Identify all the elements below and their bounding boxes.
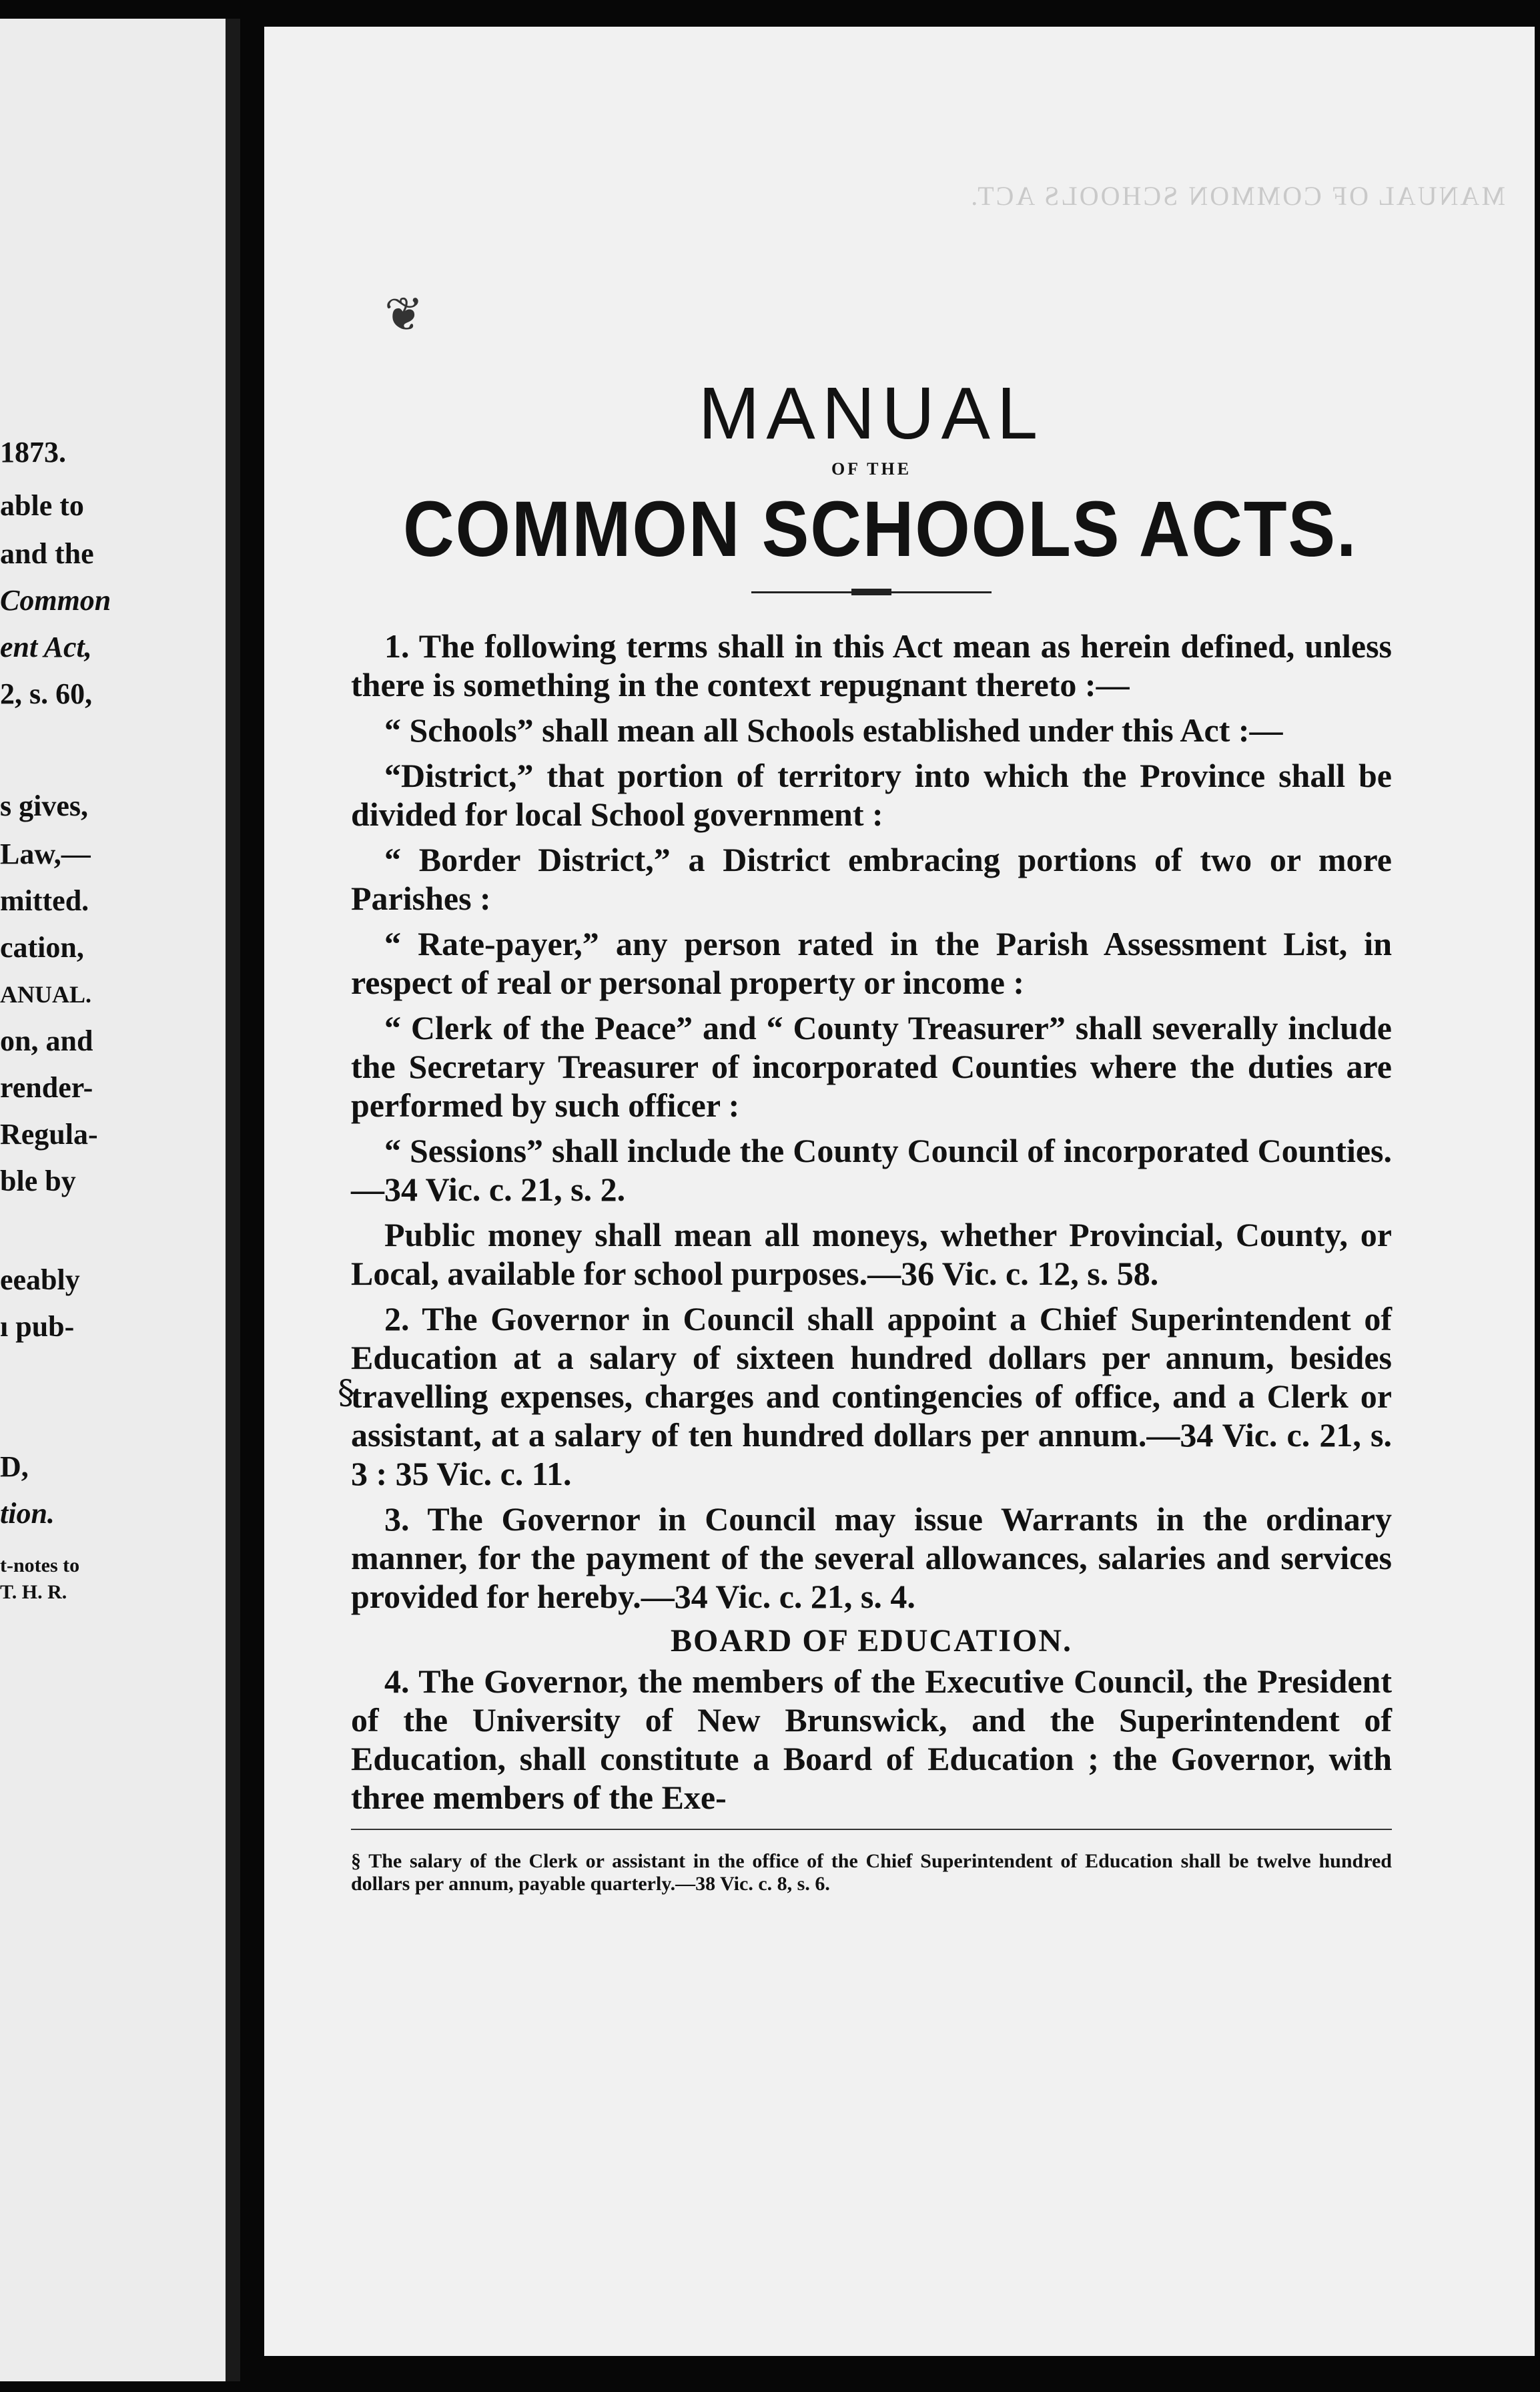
section-number: 3.: [384, 1500, 410, 1538]
left-line: ble by: [0, 1165, 76, 1197]
left-line: tion.: [0, 1497, 55, 1530]
left-line: cation,: [0, 931, 84, 964]
definition-schools: “ Schools” shall mean all Schools established under this Act :—: [384, 711, 1283, 749]
left-page-fragment: [0, 19, 240, 2381]
definition-clerk-of-peace: “ Clerk of the Peace” and “ County Treasurer” shall severally include the Secretary Treasurer of incorporated Counties where the duties are performed by such officer :: [351, 1009, 1392, 1124]
definition-sessions: “ Sessions” shall include the County Council of incorporated Counties.—34 Vic. c. 21, s. 2.: [351, 1132, 1392, 1208]
section-3: [351, 1500, 1392, 1616]
footnote: [351, 1850, 1392, 1895]
left-line: able to: [0, 489, 84, 522]
left-line: render-: [0, 1071, 93, 1104]
left-line: on, and: [0, 1024, 93, 1057]
ornament-icon: ❦: [384, 287, 424, 342]
page-content: [338, 372, 1392, 1915]
section-number: 1.: [384, 627, 410, 665]
left-line: Law,—: [0, 838, 91, 870]
board-of-education-heading: BOARD OF EDUCATION.: [670, 1623, 1073, 1659]
definition-border-district: “ Border District,” a District embracing portions of two or more Parishes :: [351, 841, 1392, 917]
section-2: [351, 1299, 1392, 1493]
title-of-the: OF THE: [831, 459, 912, 479]
section-4: [351, 1662, 1392, 1817]
left-line: D,: [0, 1450, 29, 1483]
footnote-text: The salary of the Clerk or assistant in the office of the Chief Superintendent of Education shall be twelve hundred dollars per annum, payable quarterly.—38 Vic. c. 8, s. 6.: [351, 1850, 1392, 1895]
title-manual: MANUAL: [698, 372, 1045, 455]
section-2-wrap: [338, 1299, 1392, 1493]
left-line: s gives,: [0, 790, 88, 822]
section-text: The Governor in Council may issue Warrants in the ordinary manner, for the payment of the several allowances, salaries and services provided for hereby.—34 Vic. c. 21, s. 4.: [351, 1500, 1392, 1615]
left-line: ent Act,: [0, 631, 92, 663]
title-divider: [751, 591, 992, 593]
left-line: T. H. R.: [0, 1581, 67, 1603]
section-number: 4.: [384, 1663, 410, 1700]
gutter: [226, 19, 240, 2381]
left-line: 1873.: [0, 436, 66, 469]
section-text: The Governor, the members of the Executive Council, the President of the University of New Brunswick, and the Superintendent of Education, shall constitute a Board of Education ; the Governor, with three members of the Exe-: [351, 1663, 1392, 1816]
footnote-mark: §: [351, 1850, 361, 1872]
section-mark-icon: §: [338, 1373, 354, 1412]
definition-public-money: Public money shall mean all moneys, whether Provincial, County, or Local, available for school purposes.—36 Vic. c. 12, s. 58.: [351, 1216, 1392, 1292]
section-text: The following terms shall in this Act mean as herein defined, unless there is something in the context repugnant thereto :—: [351, 627, 1392, 703]
section-number: 2.: [384, 1300, 410, 1337]
title-common-schools-acts: COMMON SCHOOLS ACTS.: [403, 485, 1358, 573]
left-line: Regula-: [0, 1118, 98, 1151]
bleed-through-text: MANUAL OF COMMON SCHOOLS ACT.: [969, 181, 1505, 211]
definition-rate-payer: “ Rate-payer,” any person rated in the Parish Assessment List, in respect of real or personal property or income :: [351, 925, 1392, 1001]
left-line: ı pub-: [0, 1310, 75, 1343]
left-line: ANUAL.: [0, 981, 92, 1008]
document-page: [264, 27, 1535, 2356]
section-1: [351, 627, 1392, 704]
left-line: Common: [0, 584, 111, 617]
left-line: t-notes to: [0, 1554, 80, 1576]
section-text: The Governor in Council shall appoint a Chief Superintendent of Education at a salary of sixteen hundred dollars per annum, besides travelling expenses, charges and contingencies of office, and a Clerk or assistant, at a salary of ten hundred dollars per annum.—34 Vic. c. 21, s. 3 : 35 Vic. c. 11.: [351, 1300, 1392, 1492]
left-line: mitted.: [0, 884, 89, 917]
left-line: eeably: [0, 1263, 80, 1296]
left-line: and the: [0, 537, 94, 570]
definition-district: “District,” that portion of territory into which the Province shall be divided for local School government :: [351, 757, 1392, 833]
footnote-divider: [351, 1829, 1392, 1830]
left-line: 2, s. 60,: [0, 677, 93, 710]
